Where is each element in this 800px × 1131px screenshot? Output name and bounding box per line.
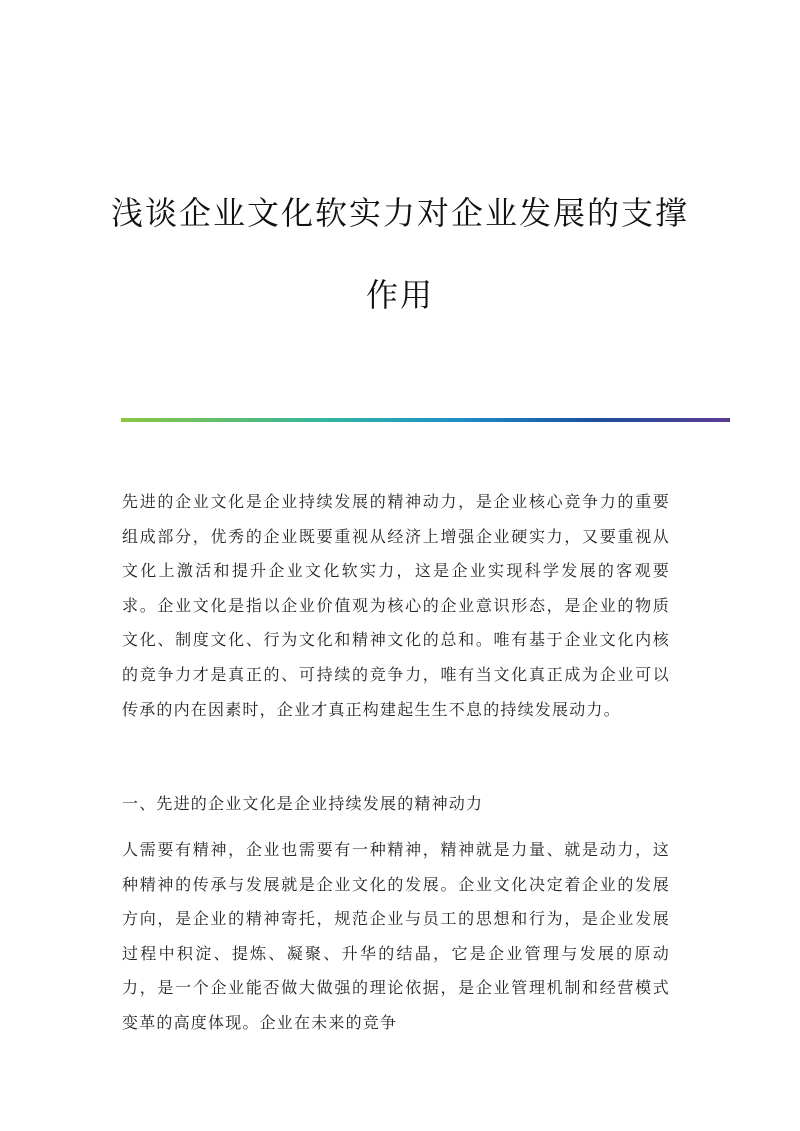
intro-paragraph: 先进的企业文化是企业持续发展的精神动力，是企业核心竞争力的重要组成部分，优秀的企业既要重视从经济上增强企业硬实力，又要重视从文化上激活和提升企业文化软实力，这是企业实现科学发展的客观要求。企业文化是指以企业价值观为核心的企业意识形态，是企业的物质文化、制度文化、行为文化和精神文化的总和。唯有基于企业文化内核的竞争力才是真正的、可持续的竞争力，唯有当文化真正成为企业可以传承的内在因素时，企业才真正构建起生生不息的持续发展动力。 <box>122 492 670 719</box>
gradient-divider <box>121 418 730 422</box>
section-paragraph: 人需要有精神，企业也需要有一种精神，精神就是力量、就是动力，这种精神的传承与发展就是企业文化的发展。企业文化决定着企业的发展方向，是企业的精神寄托，规范企业与员工的思想和行为，是企业发展过程中积淀、提炼、凝聚、升华的结晶，它是企业管理与发展的原动力，是一个企业能否做大做强的理论依据，是企业管理机制和经营模式变革的高度体现。企业在未来的竞争 <box>122 840 670 1032</box>
document-title-line-2: 作用 <box>365 276 434 314</box>
document-title-line-1: 浅谈企业文化软实力对企业发展的支撑 <box>110 194 689 232</box>
section-heading: 一、先进的企业文化是企业持续发展的精神动力 <box>122 794 484 813</box>
